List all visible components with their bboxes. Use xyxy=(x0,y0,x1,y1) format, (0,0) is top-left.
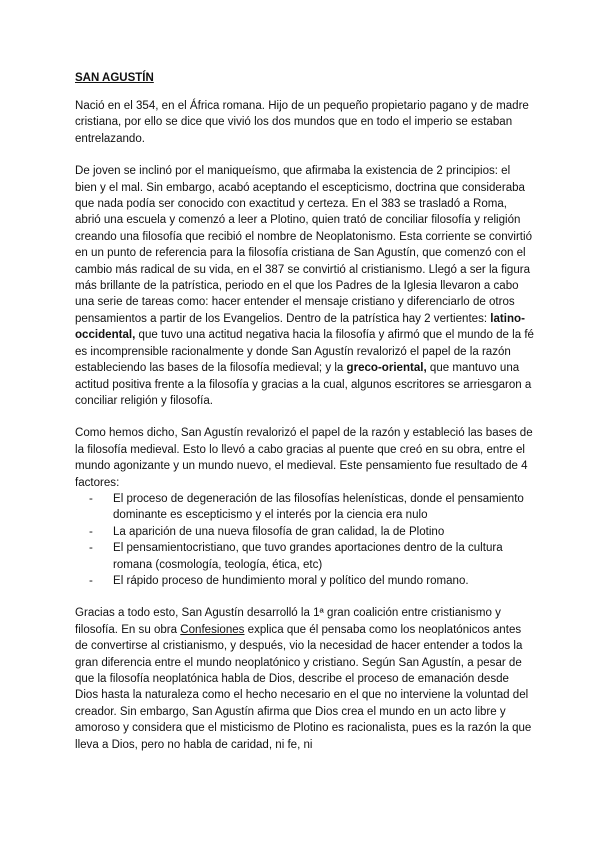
paragraph-youth-text-3: que mantuvo una actitud positiva frente a la filosofía y gracias a la cual, algunos escritores se arriesgaron a conciliar religión y filosofía. xyxy=(75,362,532,407)
paragraph-gap xyxy=(75,409,535,425)
confesiones-title: Confesiones xyxy=(180,623,245,636)
paragraph-gap xyxy=(75,147,535,163)
list-item: - El rápido proceso de hundimiento moral y político del mundo romano. xyxy=(105,573,535,589)
list-item: - El proceso de degeneración de las filosofías helenísticas, donde el pensamiento dominante es escepticismo y el interés por la ciencia era nulo xyxy=(105,491,535,524)
greco-oriental-term: greco-oriental, xyxy=(346,362,427,375)
paragraph-gap xyxy=(75,589,535,605)
paragraph-factors-intro: Como hemos dicho, San Agustín revalorizó el papel de la razón y estableció las bases de la filosofía medieval. Esto lo llevó a cabo gracias al puente que creó en su obra, entre el mundo agonizante y un mundo nuevo, el medieval. Este pensamiento fue resultado de 4 factores: xyxy=(75,427,533,489)
factors-list xyxy=(75,491,535,589)
document-title: SAN AGUSTÍN xyxy=(75,72,154,84)
paragraph-confesiones-text-2: explica que él pensaba como los neoplatónicos antes de convertirse al cristianismo, y después, vio la necesidad de hacer entender a todos la gran diferencia entre el mundo neoplatónico y cristiano. Según San Agustín, a pesar de que la filosofía neoplatónica habla de Dios, describe el proceso de emanación desde Dios hasta la naturaleza como el hecho necesario en el que no interviene la voluntad del creador. Sin embargo, San Agustín afirma que Dios crea el mundo en un acto libre y amoroso y considera que el misticismo de Plotino es racionalista, pues es la razón la que lleva a Dios, pero no habla de caridad, ni fe, ni xyxy=(75,623,532,751)
latino-occidental-term: latino-occidental, xyxy=(75,312,525,342)
paragraph-confesiones-text-1: Gracias a todo esto, San Agustín desarrolló la 1ª gran coalición entre cristianismo y filosofía. En su obra xyxy=(75,607,501,636)
paragraph-youth xyxy=(75,163,535,409)
paragraph-youth-text-1: De joven se inclinó por el maniqueísmo, que afirmaba la existencia de 2 principios: el bien y el mal. Sin embargo, acabó aceptando el escepticismo, doctrina que consideraba que nada podía ser conocido con exactitud y certeza. En el 383 se trasladó a Roma, abrió una escuela y comenzó a leer a Plotino, quien trató de conciliar filosofía y religión creando una filosofía que recibió el nombre de Neoplatonismo. Esta corriente se convirtió en un punto de referencia para la filosofía cristiana de San Agustín, que comenzó con el cambio más radical de su vida, en el 387 se convirtió al cristianismo. Llegó a ser la figura más brillante de la patrística, periodo en el que los Padres de la Iglesia llevaron a cabo una serie de tareas como: hacer entender el mensaje cristiano y diferenciarlo de otros pensamientos a partir de los Evangelios. Dentro de la patrística hay 2 vertientes: xyxy=(75,165,532,325)
paragraph-youth-text-2: que tuvo una actitud negativa hacia la filosofía y afirmó que el mundo de la fé es incomprensible racionalmente y donde San Agustín revalorizó el papel de la razón estableciendo las bases de la filosofía medieval; y la xyxy=(75,329,534,375)
paragraph-birth: Nació en el 354, en el África romana. Hijo de un pequeño propietario pagano y de madre cristiana, por ello se dice que vivió los dos mundos que en todo el imperio se estaban entrelazando. xyxy=(75,100,529,145)
paragraph-confesiones xyxy=(75,605,535,753)
list-item: - El pensamientocristiano, que tuvo grandes aportaciones dentro de la cultura romana (cosmología, teología, ética, etc) xyxy=(105,540,535,573)
document-body xyxy=(75,70,535,753)
list-item: - La aparición de una nueva filosofía de gran calidad, la de Plotino xyxy=(105,524,535,540)
